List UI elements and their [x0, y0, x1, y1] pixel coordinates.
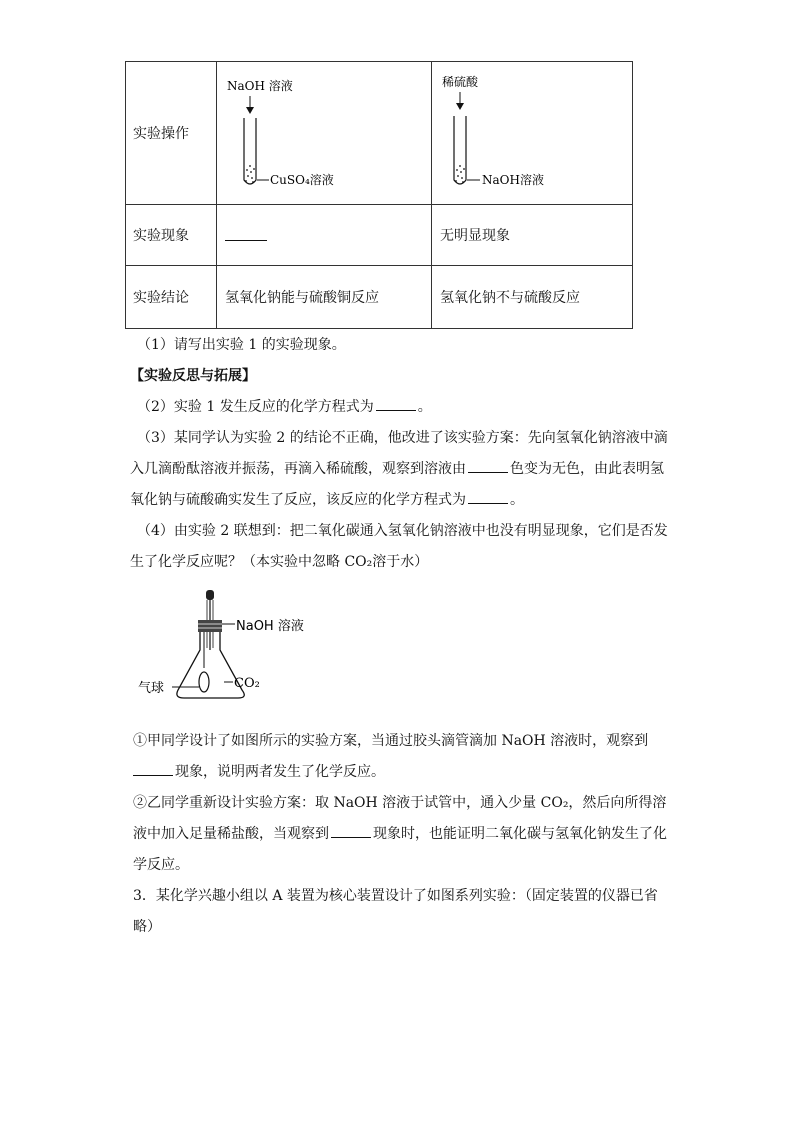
question-3-line-2-pre: 入几滴酚酞溶液并振荡，再滴入稀硫酸，观察到溶液由 [130, 461, 466, 477]
question-3-equation-blank[interactable] [468, 490, 508, 504]
exp1-test-tube-diagram [217, 62, 431, 204]
question-4a-line-1: ①甲同学设计了如图所示的实验方案，当通过胶头滴管滴加 NaOH 溶液时，观察到 [133, 733, 649, 749]
question-4b-line-3: 学反应。 [133, 857, 189, 873]
question-4a-line-2-post: 现象，说明两者发生了化学反应。 [175, 764, 385, 780]
exp1-phenomenon-blank[interactable] [225, 226, 267, 241]
balloon-label: 气球 [138, 681, 165, 696]
row-label-phenomenon: 实验现象 [126, 205, 217, 266]
question-4-line-1: （4）由实验 2 联想到：把二氧化碳通入氢氧化钠溶液中也没有明显现象，它们是否发 [137, 523, 668, 539]
question-3-line-2-post: 色变为无色，由此表明氢 [510, 461, 664, 477]
exp2-reagent-tube-label: NaOH溶液 [482, 173, 544, 187]
question-3-line-3-post: 。 [510, 492, 524, 508]
question-2-end: 。 [417, 399, 432, 415]
question-4-line-2: 生了化学反应呢？（本实验中忽略 CO₂溶于水） [130, 554, 429, 570]
question-4b-line-2-post: 现象时，也能证明二氧化碳与氢氧化钠发生了化 [373, 826, 667, 842]
question-3-line-3 [130, 490, 524, 510]
exp2-test-tube-diagram [432, 62, 632, 204]
question-2-text: （2）实验 1 发生反应的化学方程式为 [137, 399, 374, 415]
exp1-conclusion: 氢氧化钠能与硫酸铜反应 [225, 290, 379, 306]
question-2-blank[interactable] [376, 397, 416, 411]
naoh-label: NaOH 溶液 [236, 619, 304, 634]
exp2-phenomenon: 无明显现象 [440, 228, 510, 244]
exp2-reagent-top-label: 稀硫酸 [442, 75, 479, 89]
exp2-test-tube [454, 116, 466, 184]
row-label-conclusion: 实验结论 [126, 266, 217, 329]
question-1: （1）请写出实验 1 的实验现象。 [137, 337, 346, 353]
balloon [199, 672, 209, 692]
exp1-reagent-top-label: NaOH 溶液 [227, 79, 293, 93]
question-3-line-1: （3）某同学认为实验 2 的结论不正确，他改进了该实验方案：先向氢氧化钠溶液中滴 [137, 430, 668, 446]
question-4b-line-1: ②乙同学重新设计实验方案：取 NaOH 溶液于试管中，通入少量 CO₂，然后向所得溶 [133, 795, 667, 811]
flask-balloon-diagram [138, 590, 328, 710]
exp2-conclusion: 氢氧化钠不与硫酸反应 [440, 290, 580, 306]
co2-label: CO₂ [234, 676, 260, 691]
exp1-apparatus-cell [217, 62, 432, 205]
stopper [198, 620, 222, 632]
table-row-operation [126, 62, 633, 205]
question-5-line-2: 略） [133, 919, 161, 935]
table-row-phenomenon [126, 205, 633, 266]
dropper-bulb [206, 590, 214, 600]
question-5-line-1: 3．某化学兴趣小组以 A 装置为核心装置设计了如图系列实验：（固定装置的仪器已省 [133, 888, 658, 904]
row-label-operation: 实验操作 [126, 62, 217, 205]
exp2-apparatus-cell [432, 62, 633, 205]
section-title: 【实验反思与拓展】 [130, 368, 256, 384]
table-row-conclusion [126, 266, 633, 329]
question-4a-line-2 [133, 762, 385, 782]
question-4b-line-2 [133, 824, 667, 844]
exp1-test-tube [244, 118, 256, 184]
question-4b-blank[interactable] [331, 824, 371, 838]
question-4b-line-2-pre: 液中加入足量稀盐酸，当观察到 [133, 826, 329, 842]
question-4a-blank[interactable] [133, 762, 173, 776]
question-3-line-3-pre: 氧化钠与硫酸确实发生了反应，该反应的化学方程式为 [130, 492, 466, 508]
question-3-line-2 [130, 459, 664, 479]
question-3-color-blank[interactable] [468, 459, 508, 473]
experiment-table [125, 61, 633, 329]
exp1-reagent-tube-label: CuSO₄溶液 [270, 173, 334, 187]
question-2 [137, 397, 432, 417]
